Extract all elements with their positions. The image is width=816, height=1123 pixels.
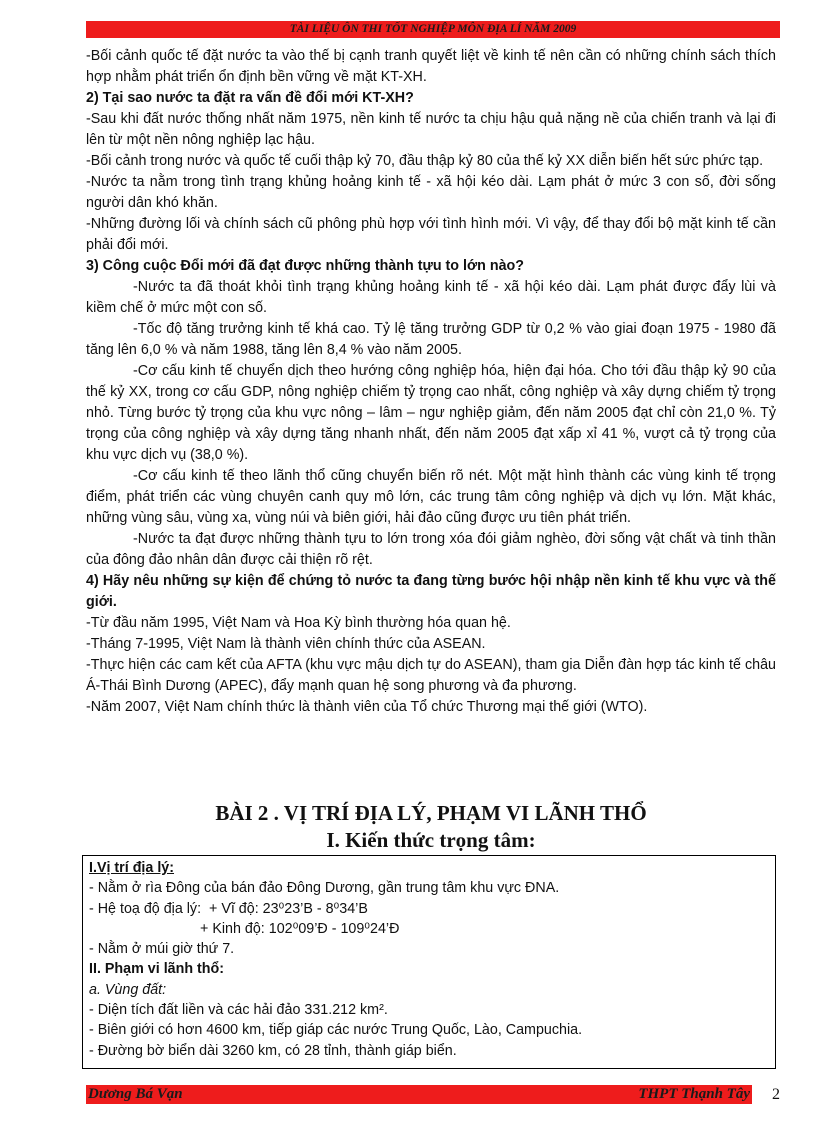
paragraph: -Từ đầu năm 1995, Việt Nam và Hoa Kỳ bình thường hóa quan hệ. [86,615,511,631]
header-banner [86,21,780,38]
paragraph: -Bối cảnh quốc tế đặt nước ta vào thế bị cạnh tranh quyết liệt về kinh tế nên cần có những chính sách thích hợp nhằm phát triển ổn định bền vững về mặt KT-XH. [86,48,776,85]
question-heading: 4) Hãy nêu những sự kiện để chứng tỏ nước ta đang từng bước hội nhập nền kinh tế khu vực và thế giới. [86,573,776,610]
key-knowledge-box [82,855,776,1069]
paragraph: -Thực hiện các cam kết của AFTA (khu vực mậu dịch tự do ASEAN), tham gia Diễn đàn hợp tác kinh tế châu Á-Thái Bình Dương (APEC), đẩy mạnh quan hệ song phương và đa phương. [86,657,776,694]
box-line: - Diện tích đất liền và các hải đảo 331.212 km². [89,1002,388,1019]
section-heading: II. Phạm vi lãnh thổ: [89,961,225,978]
page-number: 2 [772,1086,780,1103]
document-body [86,46,776,718]
section-heading: I.Vị trí địa lý: [89,860,175,876]
lesson-title: BÀI 2 . VỊ TRÍ ĐỊA LÝ, PHẠM VI LÃNH THỔ [215,801,647,825]
lesson-heading [86,800,776,854]
box-line: - Hệ toạ độ địa lý: + Vĩ độ: 23⁰23’B - 8⁰34’B [89,900,368,917]
paragraph: -Những đường lối và chính sách cũ phông phù hợp với tình hình mới. Vì vậy, để thay đổi bộ mặt kinh tế cần phải đổi mới. [86,216,776,253]
paragraph: -Tháng 7-1995, Việt Nam là thành viên chính thức của ASEAN. [86,636,486,652]
box-line: - Nằm ở rìa Đông của bán đảo Đông Dương, gần trung tâm khu vực ĐNA. [89,880,560,897]
subsection-heading: a. Vùng đất: [89,981,167,998]
box-line: - Nằm ở múi giờ thứ 7. [89,941,235,958]
paragraph: -Nước ta đã thoát khỏi tình trạng khủng hoảng kinh tế - xã hội kéo dài. Lạm phát được đẩy lùi và kiềm chế ở mức một con số. [86,279,776,316]
lesson-subtitle: I. Kiến thức trọng tâm: [326,828,536,852]
box-line: - Biên giới có hơn 4600 km, tiếp giáp các nước Trung Quốc, Lào, Campuchia. [89,1022,583,1039]
header-title: TÀI LIỆU ÔN THI TỐT NGHIỆP MÔN ĐỊA LÍ NĂM 2009 [289,23,577,35]
paragraph: -Nước ta đạt được những thành tựu to lớn trong xóa đói giảm nghèo, đời sống vật chất và tinh thần của đông đảo nhân dân được cải thiện rõ rệt. [86,531,776,568]
footer-banner [86,1085,752,1104]
footer-author: Dương Bá Vạn [88,1086,183,1102]
question-heading: 3) Công cuộc Đổi mới đã đạt được những thành tựu to lớn nào? [86,258,525,274]
box-line: + Kinh độ: 102⁰09’Đ - 109⁰24’Đ [200,920,400,937]
question-heading: 2) Tại sao nước ta đặt ra vấn đề đổi mới KT-XH? [86,90,414,106]
paragraph: -Năm 2007, Việt Nam chính thức là thành viên của Tổ chức Thương mại thế giới (WTO). [86,699,648,715]
paragraph: -Cơ cấu kinh tế chuyển dịch theo hướng công nghiệp hóa, hiện đại hóa. Cho tới đầu thập kỷ 90 của thế kỷ XX, trong cơ cấu GDP, nông nghiệp chiếm tỷ trọng cao nhất, công nghiệp và xây dựng chiếm tỷ trọng nhỏ. Từng bước tỷ trọng của khu vực nông – lâm – ngư nghiệp giảm, đến năm 2005 đạt chỉ còn 21,0 %. Tỷ trọng của công nghiệp và xây dựng tăng nhanh nhất, đến năm 2005 đạt xấp xỉ 41 %, vượt cả tỷ trọng của khu vực dịch vụ (38,0 %). [86,363,776,463]
paragraph: -Sau khi đất nước thống nhất năm 1975, nền kinh tế nước ta chịu hậu quả nặng nề của chiến tranh và lại đi lên từ một nền nông nghiệp lạc hậu. [86,111,776,148]
paragraph: -Tốc độ tăng trưởng kinh tế khá cao. Tỷ lệ tăng trưởng GDP từ 0,2 % vào giai đoạn 1975 - 1980 đã tăng lên 6,0 % và năm 1988, tăng lên 8,4 % vào năm 2005. [86,321,776,358]
footer-school: THPT Thạnh Tây [638,1086,750,1102]
paragraph: -Cơ cấu kinh tế theo lãnh thổ cũng chuyển biến rõ nét. Một mặt hình thành các vùng kinh tế trọng điểm, phát triển các vùng chuyên canh quy mô lớn, các trung tâm công nghiệp và dịch vụ lớn. Mặt khác, những vùng sâu, vùng xa, vùng núi và biên giới, hải đảo cũng được ưu tiên phát triển. [86,468,776,526]
paragraph: -Bối cảnh trong nước và quốc tế cuối thập kỷ 70, đầu thập kỷ 80 của thế kỷ XX diễn biến hết sức phức tạp. [86,153,764,169]
paragraph: -Nước ta nằm trong tình trạng khủng hoảng kinh tế - xã hội kéo dài. Lạm phát ở mức 3 con số, đời sống người dân khó khăn. [86,174,776,211]
box-line: - Đường bờ biển dài 3260 km, có 28 tỉnh, thành giáp biển. [89,1042,457,1059]
